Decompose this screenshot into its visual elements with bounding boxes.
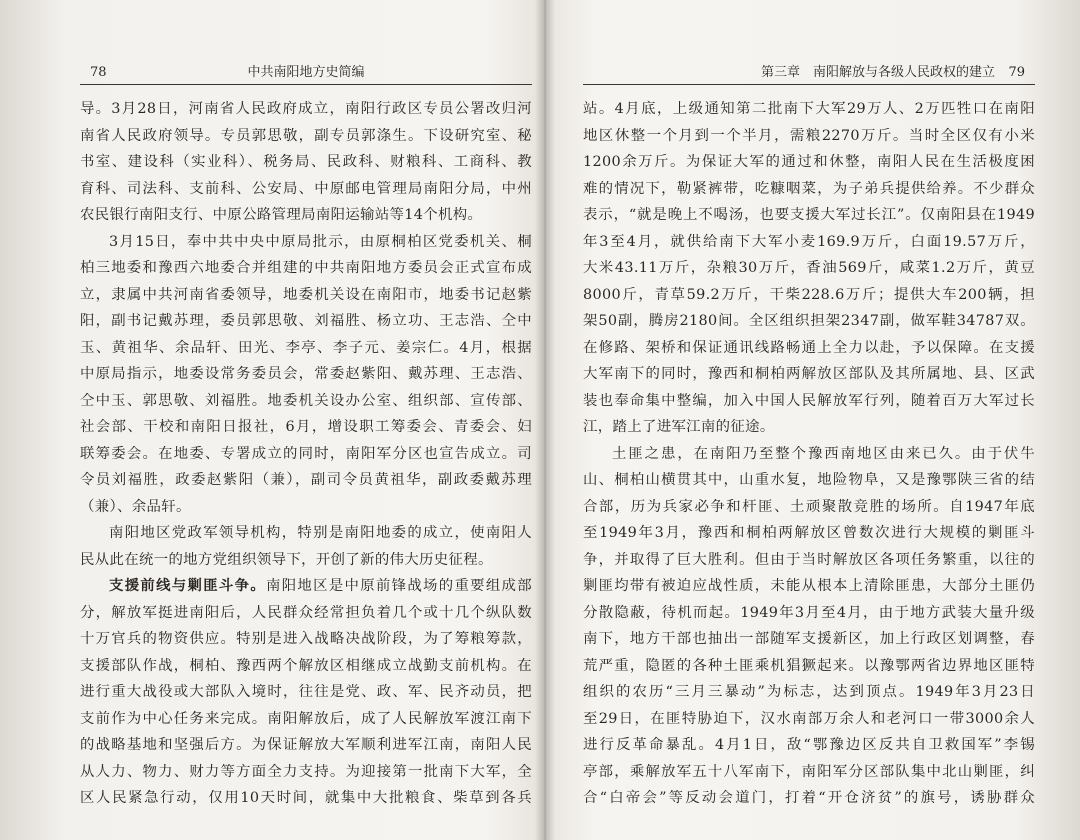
text-line: （兼）、余品轩。 — [80, 498, 191, 515]
left-page-number: 78 — [90, 65, 107, 80]
text-line: 分散隐蔽，待机而起。1949年3月至4月，由于地方武装大量升级 — [583, 604, 1035, 621]
text-line: 剿匪均带有被迫应战性质，未能从根本上清除匪患，大部分土匪仍 — [583, 578, 1035, 594]
text-line: 大米43.11万斤，杂粮30万斤，香油569斤，咸菜1.2万斤，黄豆 — [583, 260, 1035, 276]
text-line: 柏三地委和豫西六地委合并组建的中共南阳地方委员会正式宣布成 — [80, 260, 532, 276]
text-line: 阳，副书记戴苏理，委员郭思敬、刘福胜、杨立功、王志浩、仝中 — [80, 313, 532, 329]
section-heading: 支援前线与剿匪斗争。 — [109, 577, 267, 594]
right-page-number: 79 — [1008, 65, 1025, 80]
text-line: 在修路、架桥和保证通讯线路畅通上全力以赴，予以保障。在支援 — [583, 339, 1035, 356]
text-line: 中原局指示，地委设常务委员会，常委赵紫阳、戴苏理、王志浩、 — [80, 366, 532, 382]
text-line: 年3至4月，就供给南下大军小麦169.9万斤，白面19.57万斤， — [583, 233, 1035, 250]
text-line: 1200余万斤。为保证大军的通过和休整，南阳人民在生活极度困 — [583, 154, 1035, 170]
text-line: 3月15日，奉中共中央中原局批示，由原桐柏区党委机关、桐 — [109, 233, 532, 250]
left-running-title: 中共南阳地方史简编 — [247, 65, 365, 80]
text-line: 组织的农历“三月三暴动”为标志，达到顶点。1949年3月23日 — [583, 684, 1035, 700]
text-line: 支援部队作战，桐柏、豫西两个解放区相继成立战勤支前机构。在 — [80, 657, 532, 674]
section-heading-text: 南阳地区是中原前锋战场的重要组成部 — [266, 578, 532, 594]
right-page-header — [583, 62, 1035, 85]
text-line: 的战略基地和坚强后方。为保证解放大军顺利进军江南，南阳人民 — [80, 737, 532, 753]
text-line: 十万官兵的物资供应。特别是进入战略决战阶段，为了筹粮筹款， — [80, 631, 532, 647]
book-gutter — [535, 0, 555, 840]
text-line: 南下，地方干部也抽出一部随军支援新区，加上行政区划调整，春 — [583, 631, 1035, 647]
text-line: 书室、建设科（实业科）、税务局、民政科、财粮科、工商科、教 — [80, 154, 532, 170]
text-line: 立，隶属中共河南省委领导，地委机关设在南阳市，地委书记赵紫 — [80, 286, 532, 303]
left-page — [80, 0, 532, 840]
text-line: 区人民紧急行动，仅用10天时间，就集中大批粮食、柴草到各兵 — [80, 790, 532, 806]
text-line: 南省人民政府领导。专员郭思敬，副专员郭涤生。下设研究室、秘 — [80, 127, 532, 144]
text-line: 仝中玉、郭思敬、刘福胜。地委机关设办公室、组织部、宣传部、 — [80, 392, 532, 409]
text-line: 8000斤，青草59.2万斤，干柴228.6万斤；提供大车200辆，担 — [583, 286, 1035, 303]
text-line: 山、桐柏山横贯其中，山重水复，地险物阜，又是豫鄂陕三省的结 — [583, 472, 1035, 488]
text-line: 争，并取得了巨大胜利。但由于当时解放区各项任务繁重，以往的 — [583, 551, 1035, 568]
right-page — [583, 0, 1035, 840]
text-line: 从人力、物力、财力等方面全力支持。为迎接第一批南下大军，全 — [80, 763, 532, 780]
text-line: 令员刘福胜，政委赵紫阳（兼），副司令员黄祖华，副政委戴苏理 — [80, 472, 532, 488]
text-line: 进行重大战役或大部队入境时，往往是党、政、军、民齐动员，把 — [80, 684, 532, 700]
text-line: 分，解放军挺进南阳后，人民群众经常担负着几个或十几个纵队数 — [80, 604, 532, 621]
left-page-header — [80, 62, 532, 85]
text-line: 民从此在统一的地方党组织领导下，开创了新的伟大历史征程。 — [80, 551, 493, 568]
text-line: 联筹委会。在地委、专署成立的同时，南阳军分区也宣告成立。司 — [80, 445, 532, 462]
text-line: 亭部，乘解放军五十八军南下，南阳军分区部队集中北山剿匪，纠 — [583, 763, 1035, 780]
text-line: 表示，“就是晚上不喝汤，也要支援大军过长江”。仅南阳县在1949 — [583, 207, 1035, 223]
text-line: 大军南下的同时，豫西和桐柏两解放区部队及其所属地、县、区武 — [583, 366, 1035, 382]
text-line: 农民银行南阳支行、中原公路管理局南阳运输站等14个机构。 — [80, 207, 483, 223]
text-line: 装也奉命集中整编，加入中国人民解放军行列，随着百万大军过长 — [583, 392, 1035, 409]
text-line: 合部，历为兵家必争和杆匪、土顽聚散竞胜的场所。自1947年底 — [583, 498, 1035, 515]
text-line: 合“白帝会”等反动会道门，打着“开仓济贫”的旗号，诱胁群众 — [583, 790, 1035, 806]
section-heading-line — [80, 573, 532, 600]
text-line: 架50副，腾房2180间。全区组织担架2347副，做军鞋34787双。 — [583, 313, 1035, 329]
left-page-body — [80, 96, 532, 812]
text-line: 支前作为中心任务来完成。南阳解放后，成了人民解放军渡江南下 — [80, 710, 532, 727]
right-running-title: 第三章 南阳解放与各级人民政权的建立 — [760, 65, 995, 80]
text-line: 至1949年3月，豫西和桐柏两解放区曾数次进行大规模的剿匪斗 — [583, 525, 1035, 541]
right-page-body — [583, 96, 1035, 812]
text-line: 至29日，在匪特胁迫下，汉水南部万余人和老河口一带3000余人 — [583, 710, 1035, 727]
text-line: 土匪之患，在南阳乃至整个豫西南地区由来已久。由于伏牛 — [612, 445, 1035, 462]
text-line: 导。3月28日，河南省人民政府成立，南阳行政区专员公署改归河 — [80, 101, 532, 117]
text-line: 站。4月底，上级通知第二批南下大军29万人、2万匹牲口在南阳 — [583, 101, 1035, 117]
text-line: 南阳地区党政军领导机构，特别是南阳地委的成立，使南阳人 — [109, 525, 532, 541]
text-line: 江，踏上了进军江南的征途。 — [583, 419, 775, 435]
text-line: 地区休整一个月到一个半月，需粮2270万斤。当时全区仅有小米 — [583, 127, 1035, 144]
text-line: 荒严重，隐匿的各种土匪乘机猖獗起来。以豫鄂两省边界地区匪特 — [583, 657, 1035, 674]
text-line: 玉、黄祖华、余品轩、田光、李亭、李子元、姜宗仁。4月，根据 — [80, 339, 532, 356]
text-line: 育科、司法科、支前科、公安局、中原邮电管理局南阳分局，中州 — [80, 180, 532, 197]
text-line: 社会部、干校和南阳日报社，6月，增设职工筹委会、青委会、妇 — [80, 419, 532, 435]
text-line: 进行反革命暴乱。4月1日，敌“鄂豫边区反共自卫救国军”李锡 — [583, 737, 1035, 753]
text-line: 难的情况下，勒紧裤带，吃糠咽菜，为子弟兵提供给养。不少群众 — [583, 180, 1035, 197]
